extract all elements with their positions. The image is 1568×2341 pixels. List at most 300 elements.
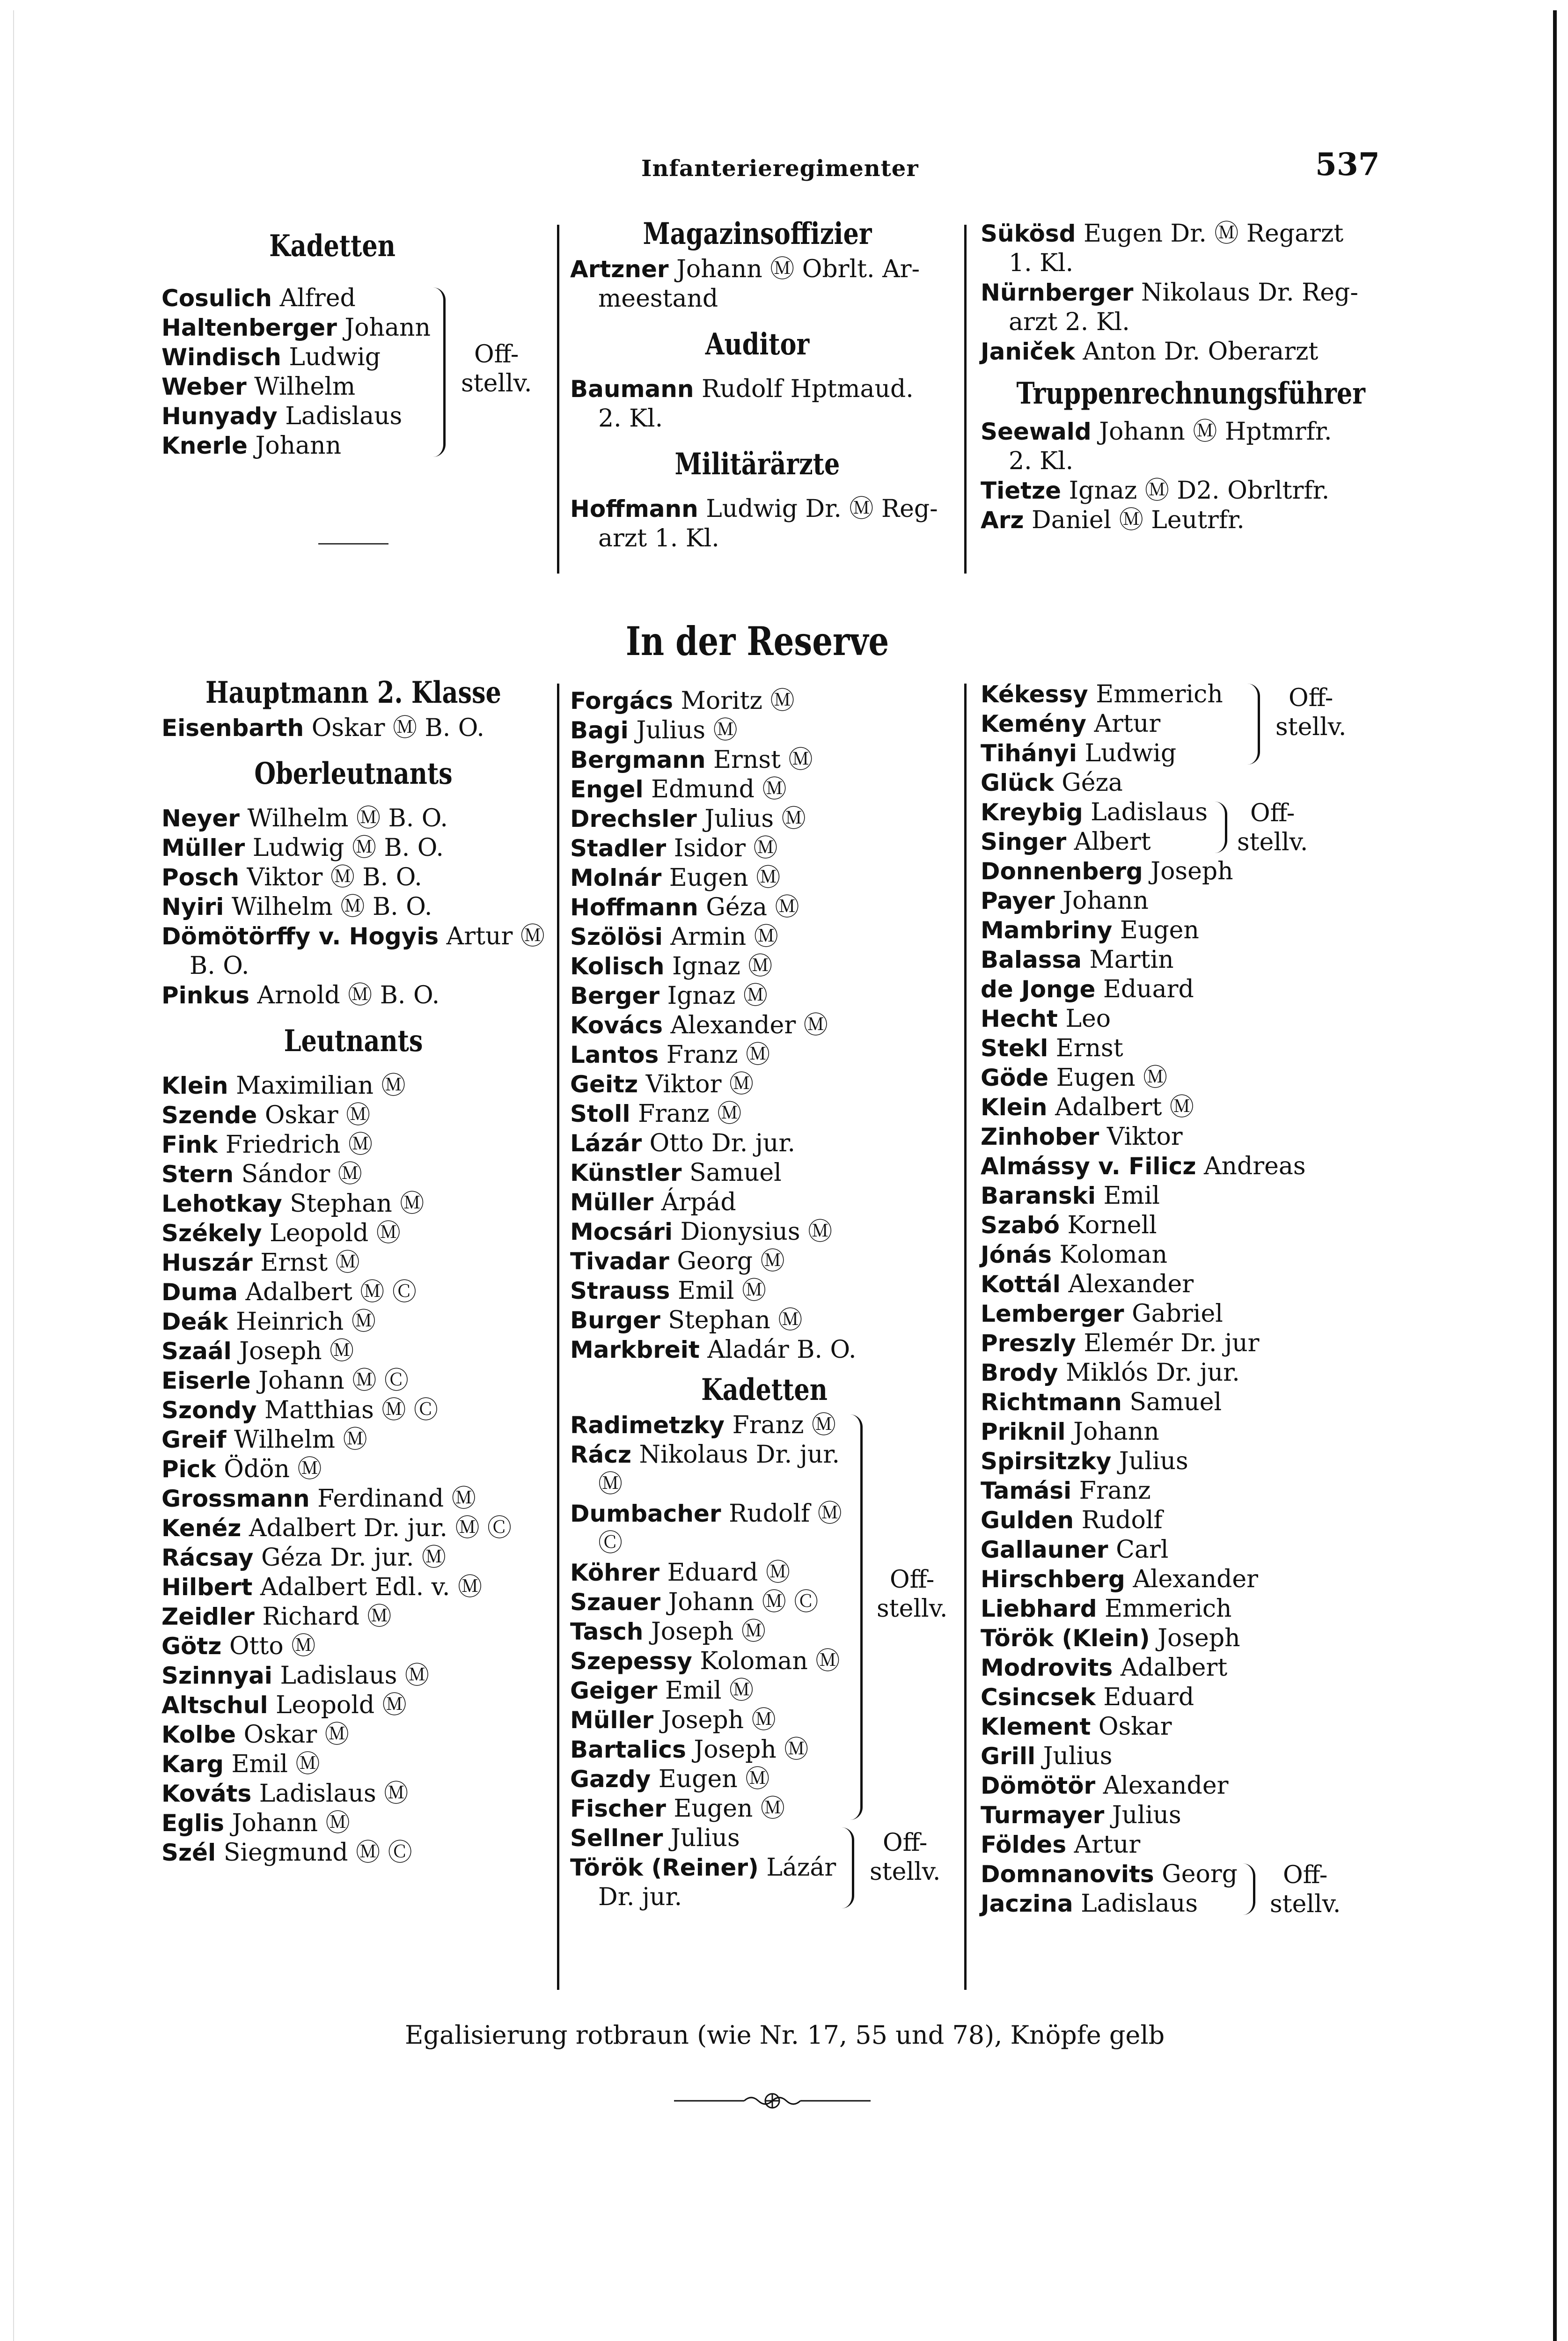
section-heading: Leutnants [284, 1023, 423, 1059]
entry-surname: Markbreit [570, 1336, 700, 1363]
list-item [570, 1499, 851, 1529]
list-item [161, 1750, 545, 1779]
entry-details: Wilhelm Ⓜ [234, 1426, 367, 1454]
entry-details: Friedrich Ⓜ [225, 1131, 373, 1159]
entry-details: Arnold Ⓜ B. O. [257, 981, 440, 1009]
list-item [981, 1565, 1378, 1594]
brace-label-line: stellv. [1237, 828, 1308, 856]
list-item [981, 506, 1378, 535]
entry-surname: Müller [161, 834, 245, 861]
entry-surname: Jónás [981, 1241, 1052, 1268]
entry-details: Isidor Ⓜ [674, 834, 778, 862]
list-item [981, 975, 1378, 1004]
entry-details: Julius [1112, 1801, 1181, 1829]
list-item [981, 1801, 1378, 1830]
entry-details: Ernst [1055, 1034, 1123, 1062]
list-item [161, 1455, 545, 1484]
entry-details: Julius [670, 1824, 740, 1852]
entry-list [570, 255, 945, 314]
entry-surname: Baumann [570, 375, 694, 403]
list-item [161, 951, 545, 981]
list-item [570, 1335, 959, 1365]
entry-details: Wilhelm [254, 373, 356, 401]
entry-details: Johann Ⓜ [232, 1809, 350, 1837]
list-item [161, 1425, 545, 1455]
entry-details: Ladislaus Ⓜ [280, 1662, 429, 1690]
entry-surname: Hecht [981, 1005, 1058, 1032]
entry-surname: Dömötörffy v. Hogyis [161, 923, 439, 950]
list-item [161, 1602, 545, 1632]
entry-list [570, 686, 959, 1365]
entry-list [981, 857, 1378, 1860]
entry-surname: Huszár [161, 1249, 253, 1276]
entry-surname: Fink [161, 1131, 218, 1158]
entry-details: Franz Ⓜ [732, 1411, 836, 1439]
entry-surname: Zeidler [161, 1603, 255, 1630]
entry-surname: Tamási [981, 1477, 1072, 1504]
entry-details: Ödön Ⓜ [224, 1455, 322, 1483]
entry-details: Rudolf Hptmaud. [702, 375, 914, 403]
entry-details: Daniel Ⓜ Leutrfr. [1032, 506, 1245, 534]
entry-surname: Greif [161, 1426, 227, 1453]
entry-details: Artur Ⓜ [446, 922, 545, 950]
list-item [570, 893, 959, 922]
list-item [570, 524, 945, 553]
entry-surname: Tasch [570, 1618, 644, 1645]
entry-list [570, 1411, 851, 1824]
entry-details: Sándor Ⓜ [241, 1160, 362, 1188]
entry-details: Lázár [766, 1854, 836, 1882]
list-item [981, 1712, 1378, 1742]
entry-details: Matthias Ⓜ Ⓒ [264, 1396, 438, 1424]
list-item [161, 1160, 545, 1189]
list-item [570, 1217, 959, 1247]
entry-surname: Gazdy [570, 1766, 651, 1793]
entry-details: Eugen [1120, 916, 1199, 944]
list-item [981, 1299, 1378, 1329]
list-item [981, 1653, 1378, 1683]
entry-surname: Brody [981, 1359, 1058, 1386]
entry-list [570, 494, 945, 553]
entry-details: Adalbert Dr. jur. Ⓜ Ⓒ [249, 1514, 512, 1542]
entry-details: Wilhelm Ⓜ B. O. [231, 893, 432, 921]
entry-details: 1. Kl. [1009, 249, 1074, 277]
entry-list [161, 1071, 545, 1868]
entry-surname: Zinhober [981, 1123, 1099, 1150]
list-item [161, 1720, 545, 1750]
list-item [981, 1181, 1378, 1211]
list-item [161, 1130, 545, 1160]
entry-surname: Singer [981, 828, 1067, 855]
list-item [161, 431, 447, 461]
entry-surname: Lehotkay [161, 1190, 282, 1217]
list-item [981, 1211, 1378, 1240]
entry-details: Oskar Ⓜ [264, 1101, 371, 1129]
list-item [570, 1440, 851, 1470]
entry-details: Joseph [1158, 1624, 1240, 1652]
column-rule [557, 684, 559, 1990]
list-item [981, 1771, 1378, 1801]
entry-list [161, 804, 545, 1010]
entry-details: Ignaz Ⓜ [667, 982, 768, 1010]
entry-details: Franz Ⓜ [638, 1100, 742, 1128]
entry-surname: Eglis [161, 1810, 224, 1837]
entry-surname: Stoll [570, 1100, 630, 1127]
entry-details: Alexander Ⓜ [670, 1011, 828, 1039]
list-item [161, 804, 545, 833]
brace-label-line: stellv. [877, 1595, 948, 1623]
entry-surname: Tivadar [570, 1248, 669, 1275]
bracket-group [981, 1860, 1341, 1919]
list-item [570, 686, 959, 716]
entry-details: Johann Ⓜ Ⓒ [668, 1588, 819, 1616]
list-item [161, 833, 545, 863]
list-item [570, 1011, 959, 1040]
list-item [570, 863, 959, 893]
entry-surname: Künstler [570, 1159, 682, 1186]
list-item [570, 1306, 959, 1335]
entry-details: Ladislaus [285, 402, 403, 430]
entry-list [981, 798, 1215, 857]
list-item [981, 447, 1378, 476]
entry-details: Siegmund Ⓜ Ⓒ [223, 1839, 412, 1867]
entry-details: Moritz Ⓜ [681, 687, 795, 715]
entry-details: Ⓜ [598, 1470, 623, 1498]
list-item [981, 219, 1378, 249]
entry-surname: Tietze [981, 477, 1062, 504]
entry-surname: Posch [161, 864, 239, 891]
entry-surname: Molnár [570, 864, 662, 891]
entry-surname: Fischer [570, 1795, 666, 1822]
entry-details: Georg Ⓜ [677, 1247, 785, 1275]
entry-surname: Müller [570, 1707, 654, 1734]
brace-label-line: Off- [883, 1829, 928, 1857]
list-item [981, 827, 1215, 857]
entry-surname: Jaczina [981, 1890, 1073, 1917]
brace-label-line: stellv. [1270, 1890, 1341, 1918]
list-item [161, 1307, 545, 1337]
col1-bottom [161, 674, 545, 1868]
entry-surname: Hilbert [161, 1574, 253, 1601]
entry-details: Artur [1074, 1831, 1141, 1859]
entry-surname: Szinnyai [161, 1662, 272, 1689]
entry-surname: Hunyady [161, 403, 278, 430]
list-item [981, 417, 1378, 447]
list-item [981, 916, 1378, 945]
entry-surname: Kolisch [570, 953, 665, 980]
list-item [161, 343, 447, 372]
list-item [981, 1270, 1378, 1299]
entry-details: Armin Ⓜ [670, 923, 778, 951]
entry-surname: Karg [161, 1751, 224, 1778]
list-item [161, 1543, 545, 1573]
entry-details: Joseph Ⓜ [661, 1706, 776, 1734]
entry-surname: Rácz [570, 1441, 631, 1468]
entry-surname: Földes [981, 1831, 1067, 1858]
entry-surname: Kékessy [981, 681, 1088, 708]
list-item [570, 834, 959, 863]
entry-surname: Hoffmann [570, 894, 698, 921]
entry-surname: Grill [981, 1743, 1036, 1770]
list-item [981, 1476, 1378, 1506]
entry-details: Koloman [1059, 1241, 1168, 1269]
entry-details: Emil Ⓜ [231, 1750, 320, 1778]
list-item [981, 249, 1378, 278]
list-item [570, 1794, 851, 1824]
entry-details: Eugen Dr. Ⓜ Regarzt [1083, 220, 1344, 248]
section-heading: Truppenrechnungsführer [1016, 376, 1365, 411]
entry-surname: Mambriny [981, 917, 1113, 944]
entry-details: Alfred [279, 284, 356, 312]
entry-surname: Strauss [570, 1277, 670, 1304]
entry-surname: Müller [570, 1189, 654, 1216]
entry-surname: Szölösi [570, 923, 663, 950]
entry-details: Alexander [1103, 1772, 1229, 1800]
list-item [570, 1529, 851, 1558]
entry-details: Eugen Ⓜ [669, 864, 781, 892]
entry-surname: Engel [570, 776, 644, 803]
entry-details: Joseph [1150, 857, 1233, 885]
list-item [161, 892, 545, 922]
entry-surname: Modrovits [981, 1654, 1113, 1681]
entry-details: Viktor Ⓜ [645, 1070, 754, 1098]
entry-surname: Forgács [570, 687, 674, 714]
entry-surname: Klement [981, 1713, 1091, 1740]
entry-details: Ignaz Ⓜ D2. Obrltrfr. [1069, 477, 1330, 505]
list-item [981, 768, 1378, 798]
list-item [981, 1240, 1378, 1270]
list-item [981, 476, 1378, 506]
list-item [570, 1558, 851, 1588]
entry-surname: Mocsári [570, 1218, 673, 1245]
divider [318, 543, 388, 545]
entry-details: Emmerich [1105, 1595, 1232, 1623]
entry-surname: Stern [161, 1161, 234, 1188]
entry-details: Géza Dr. jur. Ⓜ [261, 1544, 446, 1572]
list-item [570, 981, 959, 1011]
entry-details: Stephan Ⓜ [668, 1306, 803, 1334]
entry-surname: Szabó [981, 1212, 1060, 1239]
list-item [161, 863, 545, 892]
entry-details: Julius Ⓜ [636, 716, 738, 744]
entry-surname: Burger [570, 1307, 660, 1334]
entry-details: Emmerich [1096, 680, 1223, 708]
entry-details: Johann [344, 314, 431, 342]
brace-label [1270, 1861, 1341, 1919]
list-item [570, 1070, 959, 1099]
entry-details: Emil Ⓜ [665, 1677, 754, 1705]
entry-list [981, 219, 1378, 367]
entry-details: Ernst Ⓜ [713, 746, 813, 774]
list-item [981, 1358, 1378, 1388]
brace-label-line: stellv. [461, 369, 532, 398]
entry-details: Johann [1062, 887, 1149, 915]
list-item [981, 1388, 1378, 1417]
entry-surname: Kottál [981, 1271, 1061, 1298]
col3-top [981, 219, 1378, 535]
entry-details: Árpád [661, 1188, 736, 1216]
list-item [161, 1248, 545, 1278]
entry-surname: Grossmann [161, 1485, 310, 1512]
entry-surname: Bartalics [570, 1736, 686, 1763]
list-item [981, 739, 1243, 768]
entry-details: Leo [1065, 1005, 1111, 1033]
entry-details: Wilhelm Ⓜ B. O. [247, 804, 448, 832]
entry-surname: Eiserle [161, 1367, 251, 1394]
entry-surname: Richtmann [981, 1389, 1122, 1416]
list-item [570, 1647, 851, 1676]
entry-details: Eugen Ⓜ [674, 1795, 785, 1823]
entry-details: Dionysius Ⓜ [680, 1218, 833, 1246]
entry-surname: Lázár [570, 1130, 642, 1157]
entry-details: Ignaz Ⓜ [672, 952, 773, 980]
entry-surname: Dömötör [981, 1772, 1096, 1799]
entry-surname: Balassa [981, 946, 1082, 973]
entry-details: Miklós Dr. jur. [1066, 1359, 1240, 1387]
entry-details: Johann [255, 432, 342, 460]
list-item [981, 1329, 1378, 1358]
entry-surname: Klein [981, 1094, 1048, 1121]
entry-surname: Knerle [161, 432, 248, 459]
list-item [161, 402, 447, 431]
brace-label [870, 1828, 940, 1886]
entry-details: Alexander [1133, 1565, 1259, 1593]
brace [1247, 684, 1260, 765]
entry-surname: Neyer [161, 805, 240, 832]
column-rule [557, 225, 559, 574]
entry-details: Adalbert [1120, 1654, 1228, 1682]
entry-surname: Szepessy [570, 1648, 692, 1675]
entry-list [570, 375, 945, 434]
entry-surname: Szende [161, 1102, 257, 1129]
footer-note: Egalisierung rotbraun (wie Nr. 17, 55 und 78), Knöpfe gelb [405, 2020, 1165, 2050]
brace [433, 287, 446, 457]
entry-surname: Haltenberger [161, 314, 337, 341]
entry-list [161, 714, 545, 743]
entry-surname: Preszly [981, 1330, 1076, 1357]
bracket-group [570, 1824, 941, 1912]
list-item [570, 1188, 959, 1217]
entry-surname: Radimetzky [570, 1412, 725, 1439]
entry-surname: Weber [161, 373, 247, 400]
list-item [161, 1484, 545, 1514]
entry-details: Ernst Ⓜ [260, 1249, 360, 1277]
entry-surname: Kreybig [981, 799, 1083, 826]
entry-surname: Pick [161, 1456, 216, 1483]
entry-details: 2. Kl. [598, 405, 663, 433]
entry-details: arzt 2. Kl. [1009, 308, 1130, 336]
bracket-group [161, 284, 532, 461]
list-item [570, 1040, 959, 1070]
entry-surname: Turmayer [981, 1802, 1105, 1829]
list-item [981, 680, 1243, 709]
entry-surname: Klein [161, 1072, 228, 1099]
list-item [570, 804, 959, 834]
list-item [161, 1661, 545, 1691]
list-item [161, 1219, 545, 1248]
entry-surname: Stadler [570, 835, 667, 862]
entry-surname: Artzner [570, 256, 669, 283]
list-item [161, 1337, 545, 1366]
list-item [161, 1779, 545, 1809]
list-item [981, 1063, 1378, 1093]
list-item [161, 1809, 545, 1838]
entry-details: Johann Ⓜ Hptmrfr. [1099, 418, 1332, 446]
list-item [570, 1706, 851, 1735]
entry-details: Oskar Ⓜ B. O. [311, 714, 484, 742]
entry-surname: Göde [981, 1064, 1049, 1091]
entry-details: Joseph Ⓜ [651, 1618, 766, 1646]
entry-surname: Sellner [570, 1825, 663, 1852]
entry-surname: Kováts [161, 1780, 252, 1807]
entry-surname: Szondy [161, 1397, 257, 1424]
entry-surname: Szél [161, 1839, 216, 1866]
entry-surname: Török (Reiner) [570, 1854, 759, 1881]
list-item [570, 1824, 846, 1853]
list-item [161, 1691, 545, 1720]
entry-details: Johann Ⓜ Obrlt. Ar- [676, 255, 920, 283]
entry-details: Julius Ⓜ [704, 805, 806, 833]
entry-details: Samuel [689, 1159, 782, 1187]
list-item [570, 1411, 851, 1440]
entry-details: Géza Ⓜ [706, 893, 799, 921]
entry-details: Samuel [1129, 1388, 1222, 1416]
list-item [981, 308, 1378, 337]
bracket-group [981, 680, 1347, 768]
section-heading: Auditor [705, 327, 810, 362]
entry-surname: Bergmann [570, 746, 706, 773]
list-item [981, 1004, 1378, 1034]
list-item [981, 1447, 1378, 1476]
list-item [981, 1683, 1378, 1712]
entry-surname: Donnenberg [981, 858, 1143, 885]
brace-label-line: Off- [890, 1566, 935, 1594]
entry-details: Anton Dr. Oberarzt [1083, 338, 1319, 366]
entry-details: Martin [1089, 946, 1174, 974]
brace-label [1275, 684, 1346, 742]
entry-details: Franz [1079, 1477, 1151, 1505]
section-heading: Kadetten [269, 228, 396, 264]
entry-surname: Duma [161, 1279, 238, 1306]
list-item [161, 1366, 545, 1396]
list-item [570, 1735, 851, 1765]
entry-surname: Rácsay [161, 1544, 254, 1571]
entry-list [981, 1860, 1243, 1919]
entry-details: meestand [598, 285, 718, 313]
list-item [981, 1860, 1243, 1889]
entry-details: Ladislaus [1081, 1890, 1198, 1918]
brace [1215, 802, 1227, 853]
entry-details: Otto Dr. jur. [649, 1129, 796, 1157]
brace-label [1237, 799, 1308, 857]
list-item [570, 922, 959, 952]
entry-details: Aladár B. O. [707, 1336, 857, 1364]
entry-surname: Windisch [161, 344, 281, 371]
list-item [570, 375, 945, 404]
entry-details: Oskar [1098, 1713, 1172, 1741]
list-item [570, 1853, 846, 1883]
entry-surname: Geiger [570, 1677, 658, 1704]
entry-details: Johann [1073, 1418, 1159, 1446]
entry-list [981, 680, 1243, 768]
entry-list [981, 768, 1378, 798]
list-item [570, 1099, 959, 1129]
entry-details: Andreas [1203, 1152, 1306, 1180]
entry-surname: Nyiri [161, 893, 224, 920]
entry-details: Johann Ⓜ Ⓒ [258, 1367, 409, 1395]
column-rule [964, 684, 967, 1990]
list-item [981, 1506, 1378, 1535]
